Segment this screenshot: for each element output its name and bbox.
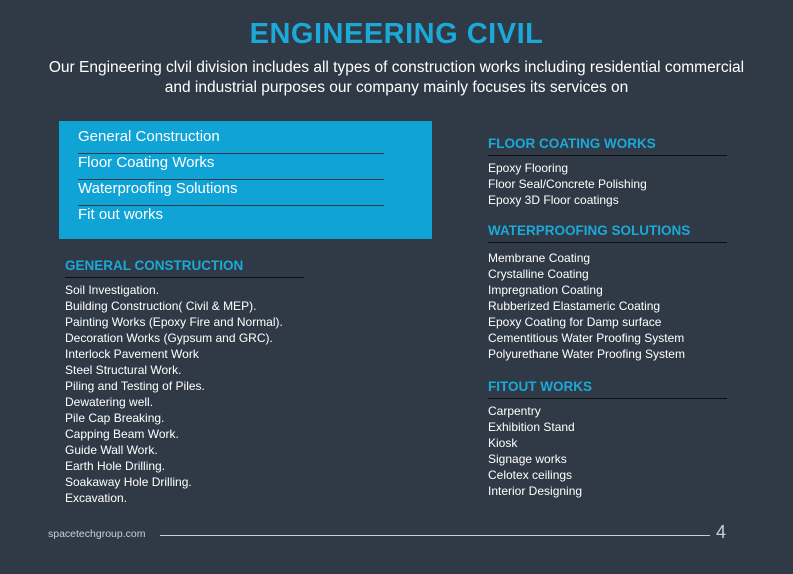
list-item: Painting Works (Epoxy Fire and Normal). (65, 315, 283, 329)
list-item: Dewatering well. (65, 395, 154, 409)
list-item: Epoxy Coating for Damp surface (488, 315, 662, 329)
footer-divider (160, 535, 710, 536)
fitout-list (488, 403, 582, 499)
page-title: ENGINEERING CIVIL (249, 18, 544, 50)
general-construction-heading: GENERAL CONSTRUCTION (65, 258, 304, 278)
list-item: Soakaway Hole Drilling. (65, 475, 192, 489)
list-item: Floor Seal/Concrete Polishing (488, 177, 647, 191)
list-item: Rubberized Elastameric Coating (488, 299, 661, 313)
list-item: Membrane Coating (488, 251, 591, 265)
floor-coating-heading: FLOOR COATING WORKS (488, 136, 727, 156)
list-item: Guide Wall Work. (65, 443, 158, 457)
list-item: Epoxy Flooring (488, 161, 569, 175)
list-item: Building Construction( Civil & MEP). (65, 299, 257, 313)
page-number: 4 (716, 522, 727, 542)
list-item: Interior Designing (488, 484, 583, 498)
fitout-heading: FITOUT WORKS (488, 379, 727, 399)
menu-item-floor-coating[interactable]: Floor Coating Works (78, 153, 384, 180)
list-item: Crystalline Coating (488, 267, 589, 281)
menu-item-general-construction[interactable]: General Construction (78, 127, 384, 154)
list-item: Soil Investigation. (65, 283, 160, 297)
services-menu (59, 121, 432, 239)
list-item: Excavation. (65, 491, 128, 505)
list-item: Cementitious Water Proofing System (488, 331, 685, 345)
intro-paragraph: Our Engineering clvil division includes all types of construction works including residential commercial and industrial purposes our company mainly focuses its services on (48, 59, 745, 96)
floor-coating-list (488, 160, 647, 208)
list-item: Impregnation Coating (488, 283, 603, 297)
menu-item-fit-out[interactable]: Fit out works (78, 206, 164, 223)
list-item: Piling and Testing of Piles. (65, 379, 205, 393)
menu-item-waterproofing[interactable]: Waterproofing Solutions (78, 179, 384, 206)
list-item: Interlock Pavement Work (65, 347, 199, 361)
list-item: Exhibition Stand (488, 420, 575, 434)
waterproofing-heading: WATERPROOFING SOLUTIONS (488, 223, 727, 243)
footer-url: spacetechgroup.com (48, 528, 146, 540)
list-item: Celotex ceilings (488, 468, 573, 482)
list-item: Steel Structural Work. (65, 363, 182, 377)
list-item: Capping Beam Work. (65, 427, 179, 441)
general-construction-list (65, 282, 283, 506)
list-item: Carpentry (488, 404, 541, 418)
waterproofing-list (488, 250, 685, 362)
list-item: Kiosk (488, 436, 518, 450)
list-item: Decoration Works (Gypsum and GRC). (65, 331, 273, 345)
list-item: Polyurethane Water Proofing System (488, 347, 685, 361)
list-item: Epoxy 3D Floor coatings (488, 193, 619, 207)
list-item: Signage works (488, 452, 567, 466)
list-item: Pile Cap Breaking. (65, 411, 165, 425)
list-item: Earth Hole Drilling. (65, 459, 166, 473)
